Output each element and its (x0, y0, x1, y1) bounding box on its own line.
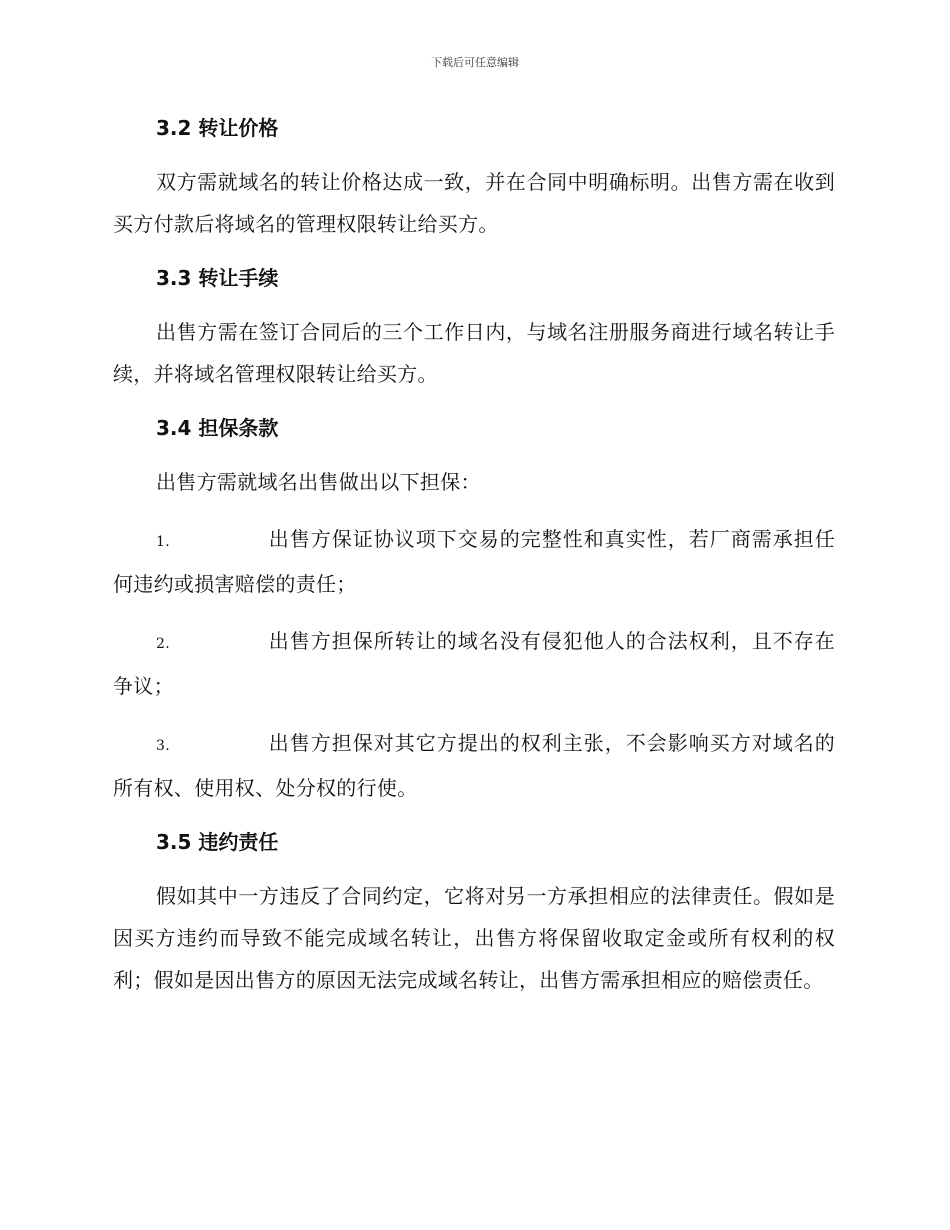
section-3-5 (113, 824, 835, 1001)
list-number: 2. (156, 636, 170, 652)
section-3-3 (113, 260, 835, 395)
section-heading: 3.3 转让手续 (156, 266, 279, 290)
section-heading: 3.4 担保条款 (156, 416, 279, 440)
list-number: 1. (156, 534, 170, 550)
list-item (113, 518, 835, 605)
list-text: 出售方担保对其它方提出的权利主张，不会影响买方对域名的所有权、使用权、处分权的行使。 (113, 731, 835, 800)
paragraph: 双方需就域名的转让价格达成一致，并在合同中明确标明。出售方需在收到买方付款后将域名的管理权限转让给买方。 (113, 170, 835, 236)
paragraph: 出售方需就域名出售做出以下担保： (156, 470, 481, 494)
section-3-2 (113, 110, 835, 245)
section-3-4 (113, 410, 835, 809)
list-item (113, 620, 835, 707)
list-item (113, 722, 835, 809)
document-body (113, 110, 835, 1001)
list-text: 出售方担保所转让的域名没有侵犯他人的合法权利，且不存在争议； (113, 629, 835, 698)
list-number: 3. (156, 738, 170, 754)
paragraph: 出售方需在签订合同后的三个工作日内，与域名注册服务商进行域名转让手续，并将域名管理权限转让给买方。 (113, 320, 835, 386)
page-header-note: 下载后可任意编辑 (431, 56, 519, 69)
paragraph: 假如其中一方违反了合同约定，它将对另一方承担相应的法律责任。假如是因买方违约而导致不能完成域名转让，出售方将保留收取定金或所有权利的权利；假如是因出售方的原因无法完成域名转让，出售方需承担相应的赔偿责任。 (113, 884, 835, 992)
section-heading: 3.5 违约责任 (156, 830, 279, 854)
list-text: 出售方保证协议项下交易的完整性和真实性，若厂商需承担任何违约或损害赔偿的责任； (113, 527, 835, 596)
section-heading: 3.2 转让价格 (156, 116, 279, 140)
